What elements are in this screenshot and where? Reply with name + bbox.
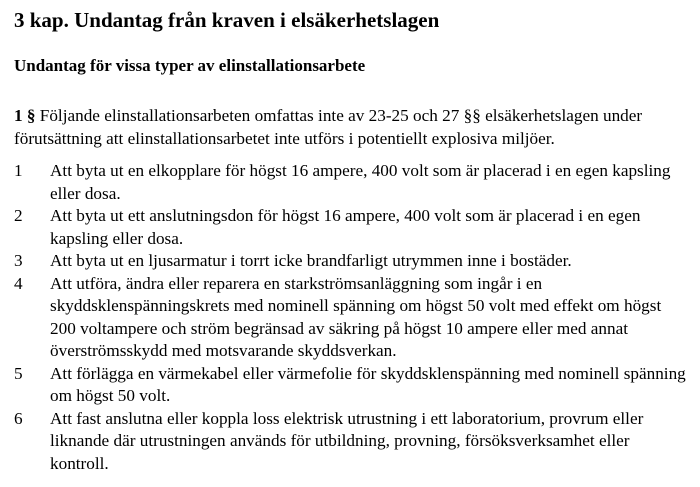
list-item	[14, 408, 690, 476]
list-item-number: 5	[14, 363, 23, 383]
list-item-text: Att förlägga en värmekabel eller värmefolie för skyddsklenspänning med nominell spänning om högst 50 volt.	[50, 363, 686, 405]
list-item-number: 6	[14, 408, 23, 428]
list-item-text: Att byta ut ett anslutningsdon för högst 16 ampere, 400 volt som är placerad i en egen kapsling eller dosa.	[50, 206, 641, 248]
list-item	[14, 205, 690, 250]
list-item	[14, 273, 690, 363]
list-item-number: 4	[14, 273, 23, 293]
list-item	[14, 160, 690, 205]
chapter-title: 3 kap. Undantag från kraven i elsäkerhetslagen	[14, 8, 440, 32]
section-title: Undantag för vissa typer av elinstallationsarbete	[14, 56, 366, 75]
list-item-text: Att fast anslutna eller koppla loss elektrisk utrustning i ett laboratorium, provrum eller liknande där utrustningen används för utbildning, provning, försöksverksamhet eller kontroll.	[50, 408, 644, 473]
list-item	[14, 363, 690, 408]
paragraph-text: Följande elinstallationsarbeten omfattas inte av 23-25 och 27 §§ elsäkerhetslagen under förutsättning att elinstallationsarbetet inte utförs i potentiellt explosiva miljöer.	[14, 106, 643, 148]
list-item	[14, 250, 690, 273]
list-item-number: 1	[14, 161, 23, 180]
list-item-number: 2	[14, 206, 23, 225]
item-list	[14, 160, 690, 475]
list-item-number: 3	[14, 251, 23, 270]
list-item-text: Att utföra, ändra eller reparera en starkströmsanläggning som ingår i en skyddsklenspänningskrets med nominell spänning om högst 50 volt med effekt om högst 200 voltampere och ström begränsad av säkring på högst 10 ampere eller med annat överströmsskydd med motsvarande skyddsverkan.	[50, 273, 662, 360]
list-item-text: Att byta ut en ljusarmatur i torrt icke brandfarligt utrymmen inne i bostäder.	[50, 251, 572, 270]
paragraph-1	[14, 105, 690, 150]
list-item-text: Att byta ut en elkopplare för högst 16 ampere, 400 volt som är placerad i en egen kapsling eller dosa.	[50, 161, 671, 203]
paragraph-number: 1 §	[14, 106, 36, 125]
